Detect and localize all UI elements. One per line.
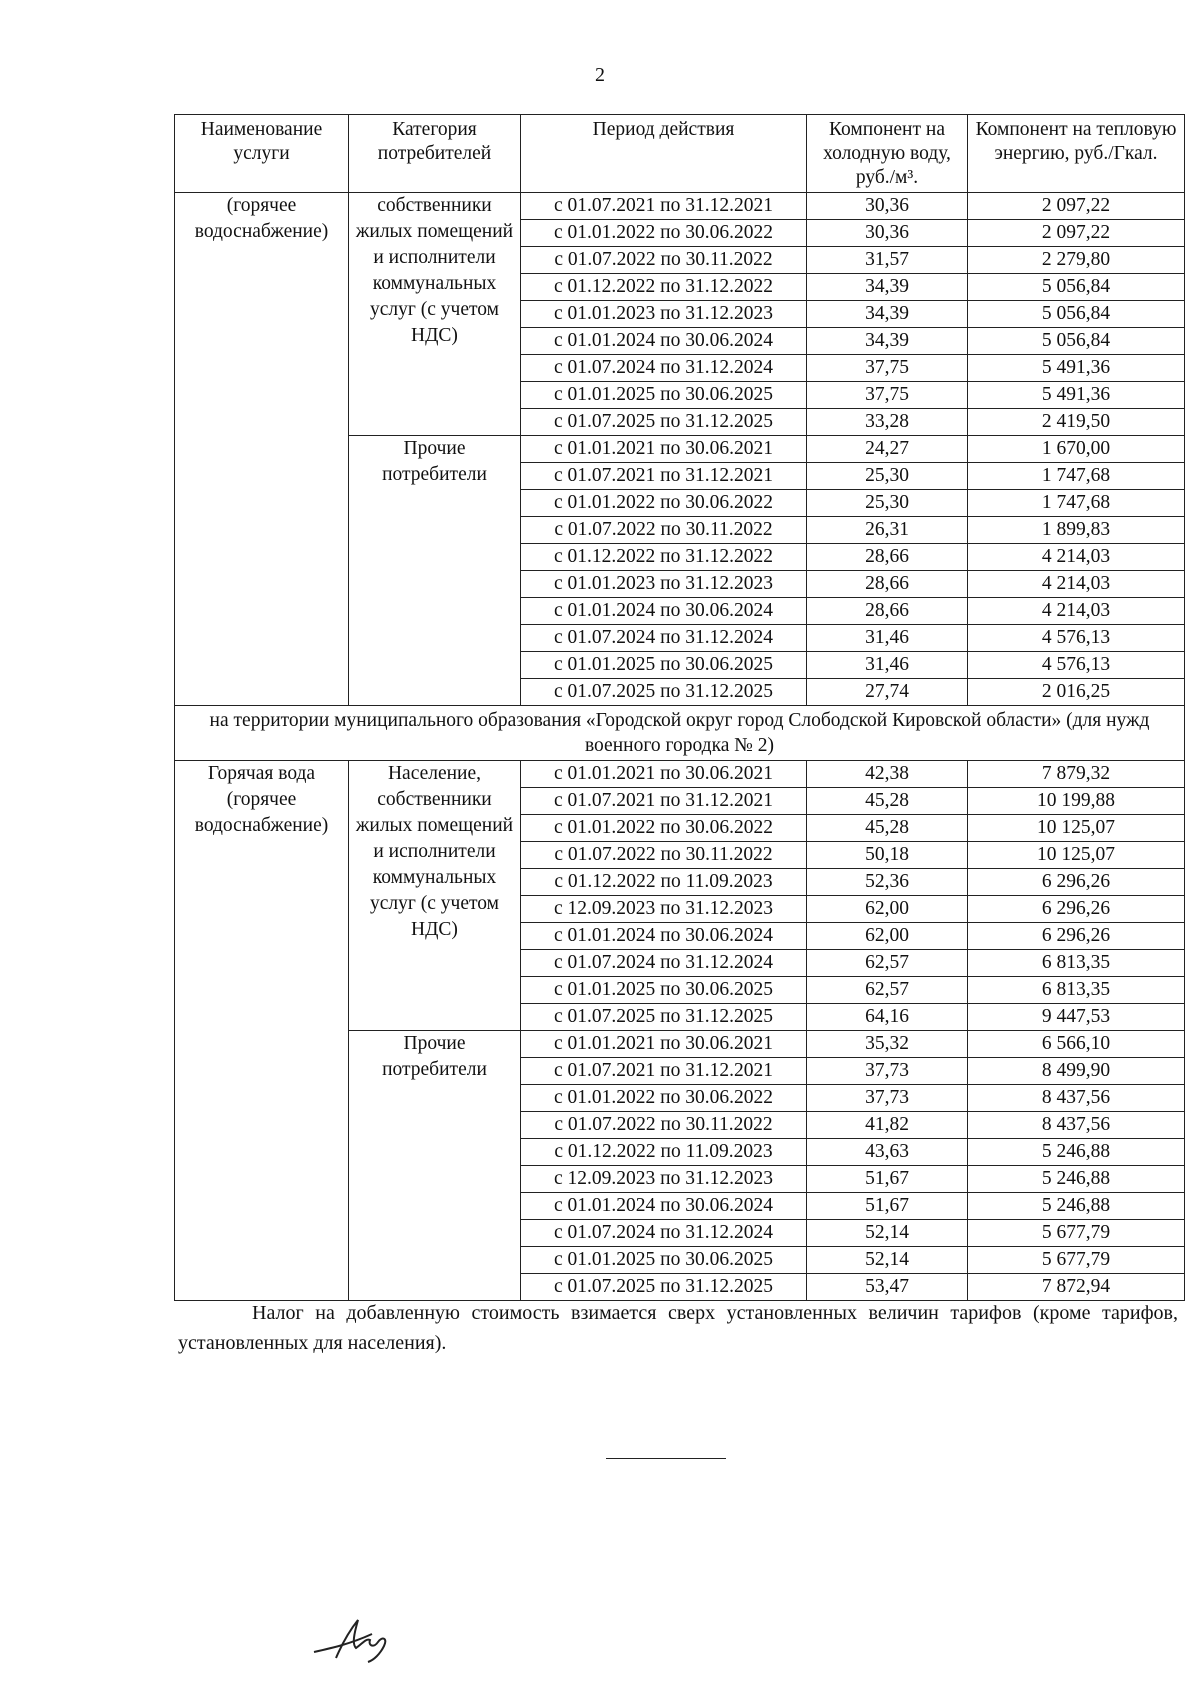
cold-water-cell: 62,57 — [807, 950, 968, 977]
cold-water-cell: 34,39 — [807, 328, 968, 355]
period-cell: с 01.01.2025 по 30.06.2025 — [521, 652, 807, 679]
cold-water-cell: 45,28 — [807, 815, 968, 842]
heat-cell: 4 214,03 — [968, 598, 1185, 625]
heat-cell: 6 296,26 — [968, 896, 1185, 923]
cold-water-cell: 62,57 — [807, 977, 968, 1004]
heat-cell: 5 677,79 — [968, 1220, 1185, 1247]
consumer-category-cell: Население, собственники жилых помещений и исполнители коммунальных услуг (с учетом НДС) — [349, 761, 521, 1031]
header-cold-water: Компонент на холодную воду, руб./м³. — [807, 115, 968, 193]
period-cell: с 01.07.2021 по 31.12.2021 — [521, 1058, 807, 1085]
period-cell: с 01.12.2022 по 11.09.2023 — [521, 1139, 807, 1166]
heat-cell: 1 899,83 — [968, 517, 1185, 544]
service-name-cell: Горячая вода (горячее водоснабжение) — [175, 761, 349, 1301]
heat-cell: 1 747,68 — [968, 490, 1185, 517]
signature-mark — [312, 1614, 402, 1668]
period-cell: с 01.01.2022 по 30.06.2022 — [521, 1085, 807, 1112]
period-cell: с 01.01.2024 по 30.06.2024 — [521, 1193, 807, 1220]
header-category: Категория потребителей — [349, 115, 521, 193]
cold-water-cell: 30,36 — [807, 220, 968, 247]
heat-cell: 5 056,84 — [968, 274, 1185, 301]
cold-water-cell: 31,46 — [807, 652, 968, 679]
period-cell: с 01.01.2023 по 31.12.2023 — [521, 571, 807, 598]
heat-cell: 5 056,84 — [968, 328, 1185, 355]
consumer-category-cell: Прочие потребители — [349, 1031, 521, 1301]
heat-cell: 6 566,10 — [968, 1031, 1185, 1058]
period-cell: с 01.07.2024 по 31.12.2024 — [521, 950, 807, 977]
period-cell: с 01.07.2025 по 31.12.2025 — [521, 679, 807, 706]
table-block-1 — [175, 193, 1185, 706]
cold-water-cell: 30,36 — [807, 193, 968, 220]
heat-cell: 4 576,13 — [968, 652, 1185, 679]
cold-water-cell: 52,14 — [807, 1220, 968, 1247]
heat-cell: 4 214,03 — [968, 544, 1185, 571]
heat-cell: 2 419,50 — [968, 409, 1185, 436]
period-cell: с 01.01.2021 по 30.06.2021 — [521, 761, 807, 788]
cold-water-cell: 52,14 — [807, 1247, 968, 1274]
cold-water-cell: 37,75 — [807, 355, 968, 382]
cold-water-cell: 43,63 — [807, 1139, 968, 1166]
cold-water-cell: 41,82 — [807, 1112, 968, 1139]
heat-cell: 2 016,25 — [968, 679, 1185, 706]
heat-cell: 6 813,35 — [968, 977, 1185, 1004]
cold-water-cell: 26,31 — [807, 517, 968, 544]
cold-water-cell: 31,57 — [807, 247, 968, 274]
cold-water-cell: 33,28 — [807, 409, 968, 436]
cold-water-cell: 42,38 — [807, 761, 968, 788]
period-cell: с 01.07.2025 по 31.12.2025 — [521, 1274, 807, 1301]
cold-water-cell: 35,32 — [807, 1031, 968, 1058]
cold-water-cell: 25,30 — [807, 463, 968, 490]
period-cell: с 01.12.2022 по 31.12.2022 — [521, 544, 807, 571]
period-cell: с 01.12.2022 по 31.12.2022 — [521, 274, 807, 301]
period-cell: с 01.01.2021 по 30.06.2021 — [521, 436, 807, 463]
cold-water-cell: 24,27 — [807, 436, 968, 463]
heat-cell: 5 246,88 — [968, 1139, 1185, 1166]
table-row — [175, 761, 1185, 788]
cold-water-cell: 25,30 — [807, 490, 968, 517]
period-cell: с 01.01.2024 по 30.06.2024 — [521, 923, 807, 950]
service-name-cell: (горячее водоснабжение) — [175, 193, 349, 706]
heat-cell: 6 296,26 — [968, 923, 1185, 950]
cold-water-cell: 64,16 — [807, 1004, 968, 1031]
heat-cell: 8 437,56 — [968, 1112, 1185, 1139]
period-cell: с 01.01.2022 по 30.06.2022 — [521, 815, 807, 842]
heat-cell: 1 747,68 — [968, 463, 1185, 490]
cold-water-cell: 28,66 — [807, 544, 968, 571]
header-period: Период действия — [521, 115, 807, 193]
table-row — [175, 193, 1185, 220]
header-heat: Компонент на тепловую энергию, руб./Гкал. — [968, 115, 1185, 193]
period-cell: с 01.01.2025 по 30.06.2025 — [521, 1247, 807, 1274]
cold-water-cell: 45,28 — [807, 788, 968, 815]
consumer-category-cell: Прочие потребители — [349, 436, 521, 706]
period-cell: с 01.01.2023 по 31.12.2023 — [521, 301, 807, 328]
cold-water-cell: 52,36 — [807, 869, 968, 896]
heat-cell: 8 499,90 — [968, 1058, 1185, 1085]
period-cell: с 01.07.2024 по 31.12.2024 — [521, 1220, 807, 1247]
period-cell: с 01.01.2022 по 30.06.2022 — [521, 220, 807, 247]
cold-water-cell: 37,75 — [807, 382, 968, 409]
cold-water-cell: 53,47 — [807, 1274, 968, 1301]
cold-water-cell: 37,73 — [807, 1058, 968, 1085]
heat-cell: 5 056,84 — [968, 301, 1185, 328]
closing-divider — [606, 1458, 726, 1459]
heat-cell: 5 491,36 — [968, 382, 1185, 409]
period-cell: с 01.12.2022 по 11.09.2023 — [521, 869, 807, 896]
period-cell: с 12.09.2023 по 31.12.2023 — [521, 1166, 807, 1193]
heat-cell: 1 670,00 — [968, 436, 1185, 463]
table-block-2 — [175, 761, 1185, 1301]
heat-cell: 6 296,26 — [968, 869, 1185, 896]
cold-water-cell: 51,67 — [807, 1166, 968, 1193]
heat-cell: 9 447,53 — [968, 1004, 1185, 1031]
cold-water-cell: 34,39 — [807, 274, 968, 301]
heat-cell: 8 437,56 — [968, 1085, 1185, 1112]
heat-cell: 4 576,13 — [968, 625, 1185, 652]
cold-water-cell: 62,00 — [807, 923, 968, 950]
heat-cell: 5 491,36 — [968, 355, 1185, 382]
period-cell: с 01.07.2022 по 30.11.2022 — [521, 247, 807, 274]
cold-water-cell: 34,39 — [807, 301, 968, 328]
page-number: 2 — [595, 64, 605, 86]
period-cell: с 01.07.2024 по 31.12.2024 — [521, 625, 807, 652]
period-cell: с 01.07.2022 по 30.11.2022 — [521, 517, 807, 544]
cold-water-cell: 51,67 — [807, 1193, 968, 1220]
heat-cell: 10 199,88 — [968, 788, 1185, 815]
heat-cell: 2 279,80 — [968, 247, 1185, 274]
heat-cell: 10 125,07 — [968, 842, 1185, 869]
section-row — [175, 706, 1185, 761]
table-header-row — [175, 115, 1185, 193]
cold-water-cell: 28,66 — [807, 598, 968, 625]
period-cell: с 01.07.2021 по 31.12.2021 — [521, 463, 807, 490]
period-cell: с 12.09.2023 по 31.12.2023 — [521, 896, 807, 923]
period-cell: с 01.07.2025 по 31.12.2025 — [521, 1004, 807, 1031]
period-cell: с 01.01.2022 по 30.06.2022 — [521, 490, 807, 517]
period-cell: с 01.07.2022 по 30.11.2022 — [521, 842, 807, 869]
heat-cell: 10 125,07 — [968, 815, 1185, 842]
cold-water-cell: 31,46 — [807, 625, 968, 652]
heat-cell: 4 214,03 — [968, 571, 1185, 598]
period-cell: с 01.07.2024 по 31.12.2024 — [521, 355, 807, 382]
cold-water-cell: 28,66 — [807, 571, 968, 598]
header-service: Наименование услуги — [175, 115, 349, 193]
tariff-table — [174, 114, 1185, 1301]
cold-water-cell: 50,18 — [807, 842, 968, 869]
period-cell: с 01.01.2024 по 30.06.2024 — [521, 598, 807, 625]
heat-cell: 7 879,32 — [968, 761, 1185, 788]
period-cell: с 01.01.2021 по 30.06.2021 — [521, 1031, 807, 1058]
period-cell: с 01.07.2021 по 31.12.2021 — [521, 193, 807, 220]
heat-cell: 2 097,22 — [968, 220, 1185, 247]
consumer-category-cell: собственники жилых помещений и исполнители коммунальных услуг (с учетом НДС) — [349, 193, 521, 436]
period-cell: с 01.01.2024 по 30.06.2024 — [521, 328, 807, 355]
heat-cell: 5 246,88 — [968, 1193, 1185, 1220]
cold-water-cell: 27,74 — [807, 679, 968, 706]
heat-cell: 7 872,94 — [968, 1274, 1185, 1301]
period-cell: с 01.01.2025 по 30.06.2025 — [521, 977, 807, 1004]
cold-water-cell: 62,00 — [807, 896, 968, 923]
period-cell: с 01.01.2025 по 30.06.2025 — [521, 382, 807, 409]
heat-cell: 6 813,35 — [968, 950, 1185, 977]
heat-cell: 5 246,88 — [968, 1166, 1185, 1193]
period-cell: с 01.07.2022 по 30.11.2022 — [521, 1112, 807, 1139]
section-title: на территории муниципального образования «Городской округ город Слободской Кировской области» (для нужд военного городка № 2) — [175, 706, 1185, 761]
vat-note: Налог на добавленную стоимость взимается сверх установленных величин тарифов (кроме тарифов, установленных для населения). — [178, 1302, 1178, 1354]
period-cell: с 01.07.2025 по 31.12.2025 — [521, 409, 807, 436]
cold-water-cell: 37,73 — [807, 1085, 968, 1112]
heat-cell: 2 097,22 — [968, 193, 1185, 220]
heat-cell: 5 677,79 — [968, 1247, 1185, 1274]
period-cell: с 01.07.2021 по 31.12.2021 — [521, 788, 807, 815]
